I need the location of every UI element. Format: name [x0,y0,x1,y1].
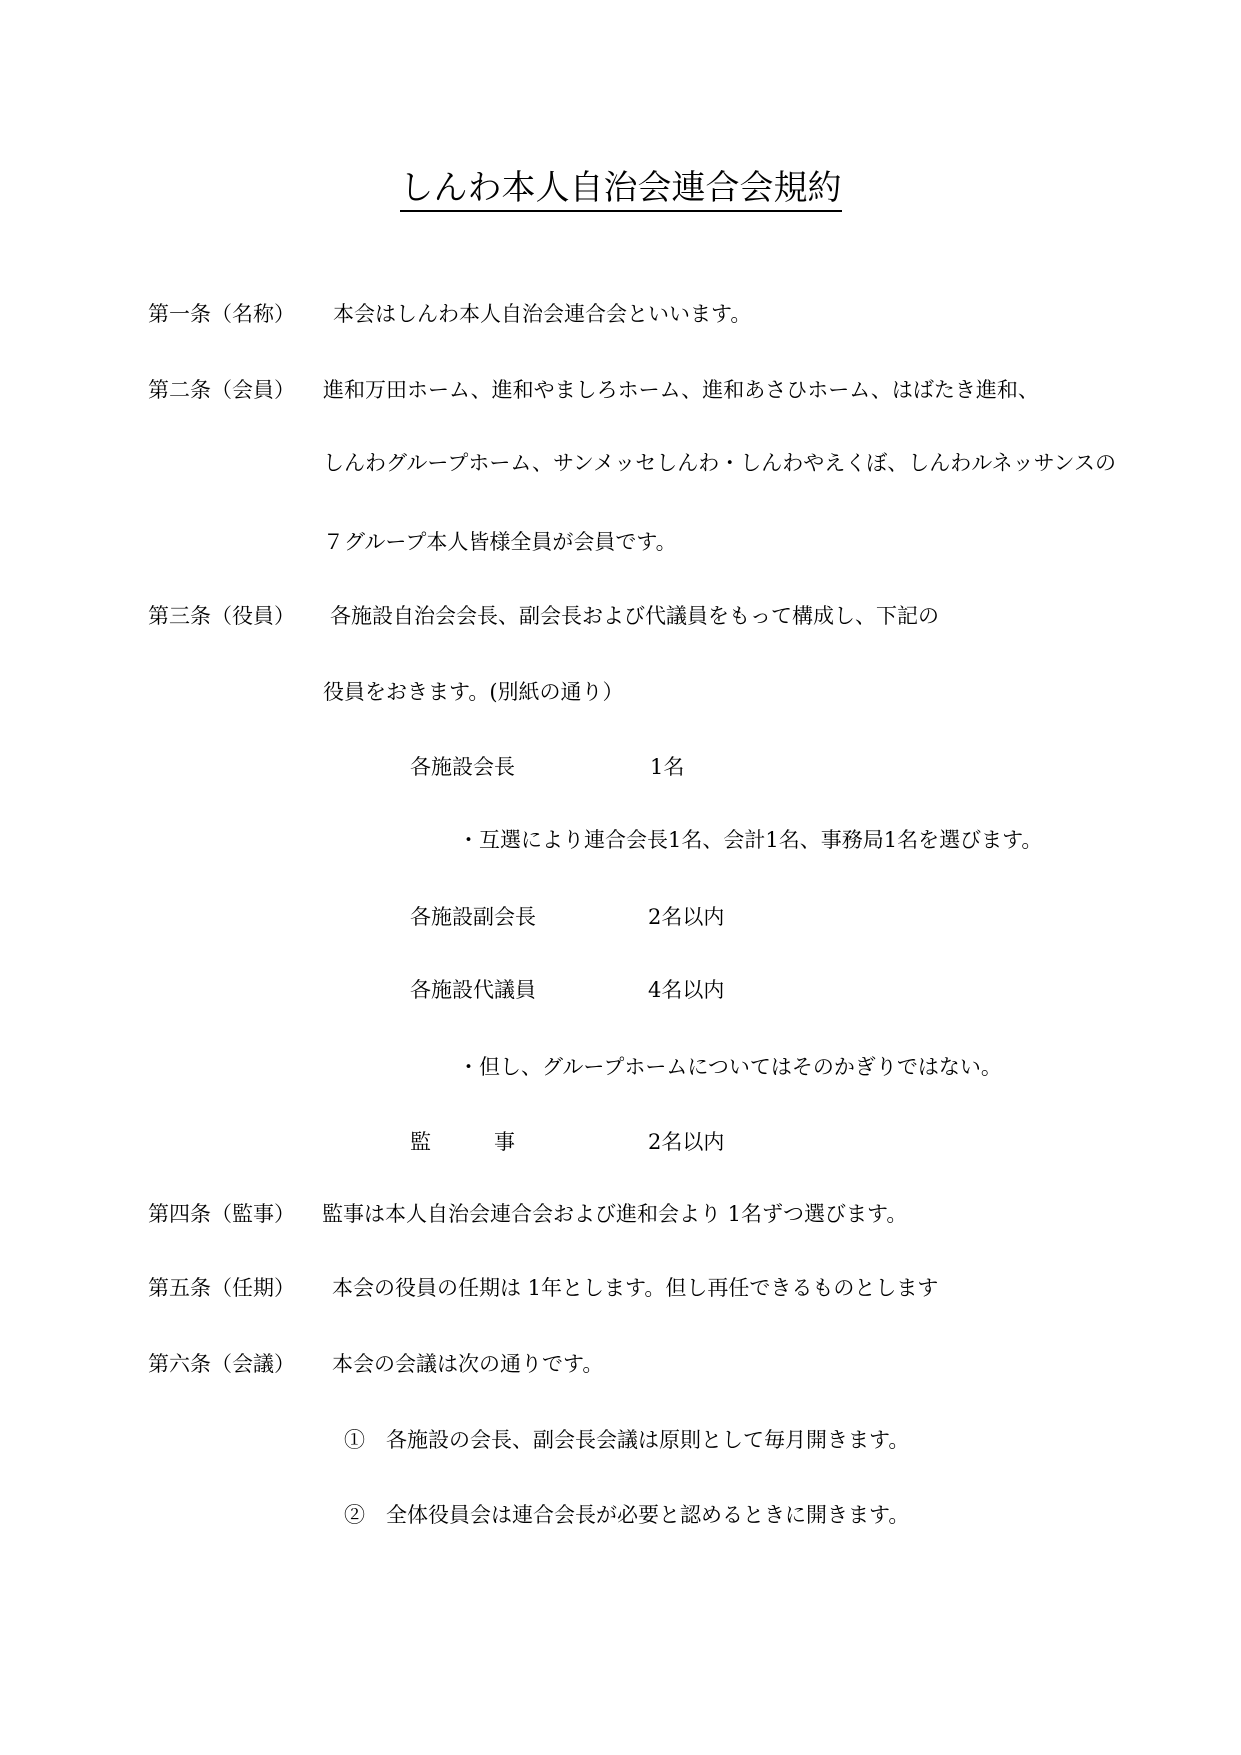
meeting-item-2: ② 全体役員会は連合会長が必要と認めるときに開きます。 [344,1503,910,1527]
document-title: しんわ本人自治会連合会規約 [0,168,1241,209]
article-2-text-line-3: ７グループ本人皆様全員が会員です。 [323,530,677,554]
article-2-text-line-1: 進和万田ホーム、進和やましろホーム、進和あさひホーム、はばたき進和、 [323,378,1039,402]
officer-count-vice-chair: 2名以内 [648,905,725,929]
meeting-item-1: ① 各施設の会長、副会長会議は原則として毎月開きます。 [344,1428,910,1452]
article-3-text-line-2: 役員をおきます。(別紙の通り） [323,680,624,704]
article-2-heading: 第二条（会員） [148,378,295,402]
article-4-text: 監事は本人自治会連合会および進和会より 1名ずつ選びます。 [322,1202,908,1226]
officer-note-election: ・互選により連合会長1名、会計1名、事務局1名を選びます。 [458,828,1043,852]
officer-count-delegate: 4名以内 [648,978,725,1002]
officer-count-auditor: 2名以内 [648,1130,725,1154]
article-6-heading: 第六条（会議） [148,1352,295,1376]
article-1-heading: 第一条（名称） [148,302,295,326]
officer-role-delegate: 各施設代議員 [410,978,536,1002]
officer-count-chair: 1名 [650,755,685,779]
article-6-text: 本会の会議は次の通りです。 [332,1352,604,1376]
officer-role-chair: 各施設会長 [410,755,515,779]
article-3-heading: 第三条（役員） [148,604,295,628]
officer-role-vice-chair: 各施設副会長 [410,905,536,929]
article-5-text: 本会の役員の任期は 1年とします。但し再任できるものとします [332,1276,939,1300]
article-4-heading: 第四条（監事） [148,1202,295,1226]
officer-note-group-home: ・但し、グループホームについてはそのかぎりではない。 [458,1055,1002,1079]
article-5-heading: 第五条（任期） [148,1276,295,1300]
article-3-text-line-1: 各施設自治会会長、副会長および代議員をもって構成し、下記の [330,604,939,628]
article-1-text: 本会はしんわ本人自治会連合会といいます。 [333,302,752,326]
article-2-text-line-2: しんわグループホーム、サンメッセしんわ・しんわやえくぼ、しんわルネッサンスの [323,451,1116,475]
officer-role-auditor: 監 事 [410,1130,515,1154]
